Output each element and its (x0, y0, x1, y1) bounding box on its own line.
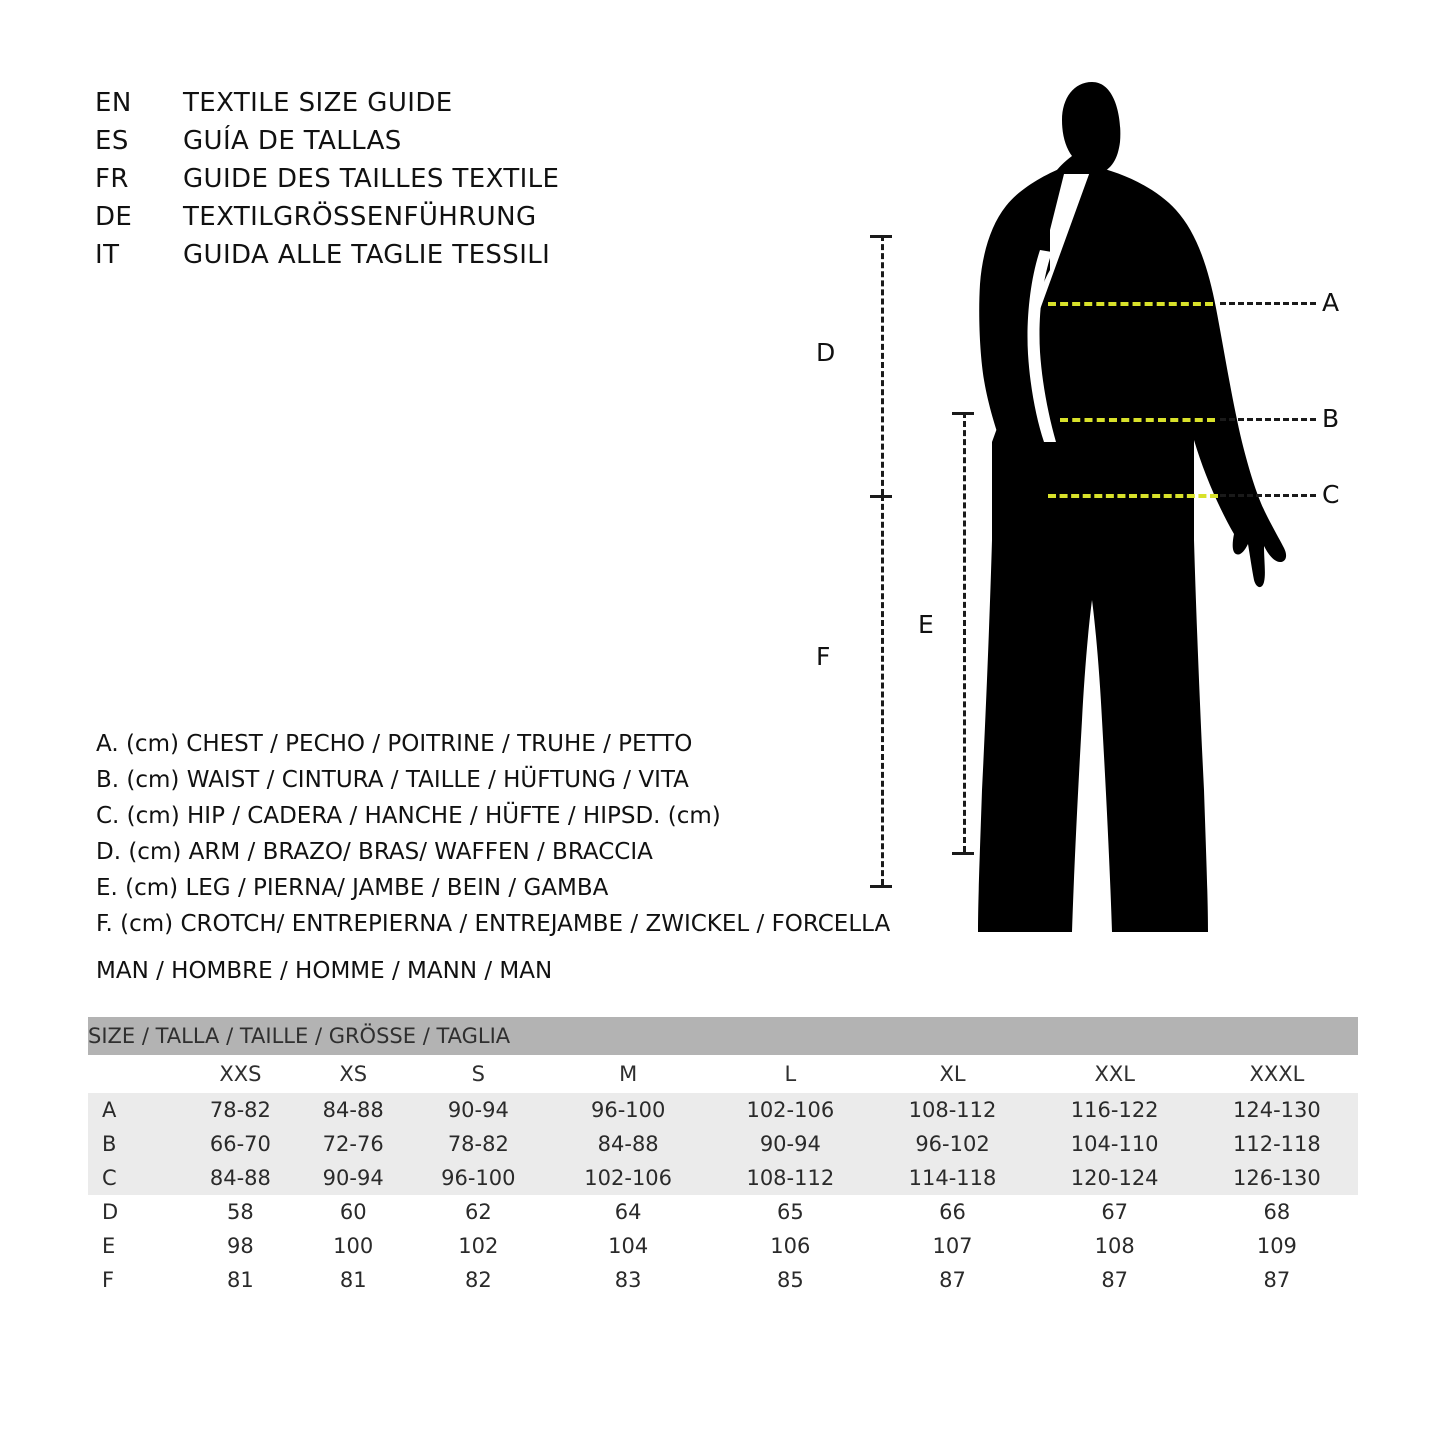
dim-d-line (881, 235, 884, 495)
row-label-a: A (88, 1093, 184, 1127)
body-diagram (816, 70, 1380, 950)
cell-f-m: 83 (547, 1263, 709, 1297)
cell-a-s: 90-94 (410, 1093, 547, 1127)
cell-d-xxs: 58 (184, 1195, 297, 1229)
cell-d-xxl: 67 (1034, 1195, 1196, 1229)
cell-a-l: 102-106 (709, 1093, 871, 1127)
row-label-f: F (88, 1263, 184, 1297)
leader-line-c (1220, 494, 1316, 497)
cell-e-s: 102 (410, 1229, 547, 1263)
cell-b-xs: 72-76 (297, 1127, 410, 1161)
title-lang-en: EN (95, 88, 132, 118)
cell-e-xxl: 108 (1034, 1229, 1196, 1263)
title-lang-de: DE (95, 202, 133, 232)
cell-c-xl: 114-118 (871, 1161, 1033, 1195)
cell-b-s: 78-82 (410, 1127, 547, 1161)
cell-a-xxl: 116-122 (1034, 1093, 1196, 1127)
cell-e-xl: 107 (871, 1229, 1033, 1263)
legend-item-f: F. (cm) CROTCH/ ENTREPIERNA / ENTREJAMBE / ZWICKEL / FORCELLA (96, 911, 891, 937)
size-header-m: M (547, 1055, 709, 1093)
cell-c-m: 102-106 (547, 1161, 709, 1195)
title-row-en (95, 88, 715, 126)
label-a: A (1322, 288, 1340, 317)
row-label-e: E (88, 1229, 184, 1263)
size-header-xxl: XXL (1034, 1055, 1196, 1093)
cell-b-l: 90-94 (709, 1127, 871, 1161)
size-header-xs: XS (297, 1055, 410, 1093)
title-text-it: GUIDA ALLE TAGLIE TESSILI (183, 240, 551, 270)
cell-c-l: 108-112 (709, 1161, 871, 1195)
cell-b-xxxl: 112-118 (1196, 1127, 1358, 1161)
title-text-en: TEXTILE SIZE GUIDE (183, 88, 453, 118)
leader-line-b (1220, 418, 1316, 421)
cell-c-xs: 90-94 (297, 1161, 410, 1195)
leader-line-a (1220, 302, 1316, 305)
row-label-b: B (88, 1127, 184, 1161)
cell-d-xxxl: 68 (1196, 1195, 1358, 1229)
cell-f-s: 82 (410, 1263, 547, 1297)
table-row (88, 1127, 1358, 1161)
dim-e-cap-bottom (952, 852, 974, 855)
table-corner-cell (88, 1055, 184, 1093)
cell-a-xl: 108-112 (871, 1093, 1033, 1127)
cell-f-xxs: 81 (184, 1263, 297, 1297)
title-row-it (95, 240, 715, 278)
table-row (88, 1093, 1358, 1127)
measure-line-hip (1048, 494, 1218, 498)
legend-item-c: C. (cm) HIP / CADERA / HANCHE / HÜFTE / HIPSD. (cm) (96, 803, 721, 829)
title-lang-es: ES (95, 126, 129, 156)
dim-e-line (963, 412, 966, 852)
legend-block (96, 726, 891, 942)
title-block (95, 88, 715, 278)
cell-a-xxxl: 124-130 (1196, 1093, 1358, 1127)
legend-item-d: D. (cm) ARM / BRAZO/ BRAS/ WAFFEN / BRACCIA (96, 839, 653, 865)
cell-a-xxs: 78-82 (184, 1093, 297, 1127)
table-row (88, 1229, 1358, 1263)
size-header-xxs: XXS (184, 1055, 297, 1093)
cell-e-m: 104 (547, 1229, 709, 1263)
cell-c-xxxl: 126-130 (1196, 1161, 1358, 1195)
table-row (88, 1263, 1358, 1297)
cell-e-xxs: 98 (184, 1229, 297, 1263)
title-lang-it: IT (95, 240, 120, 270)
measure-line-waist (1060, 418, 1215, 422)
title-text-fr: GUIDE DES TAILLES TEXTILE (183, 164, 560, 194)
row-label-c: C (88, 1161, 184, 1195)
cell-b-xl: 96-102 (871, 1127, 1033, 1161)
size-header-xxxl: XXXL (1196, 1055, 1358, 1093)
cell-d-m: 64 (547, 1195, 709, 1229)
cell-b-xxs: 66-70 (184, 1127, 297, 1161)
cell-d-s: 62 (410, 1195, 547, 1229)
label-b: B (1322, 404, 1340, 433)
title-row-es (95, 126, 715, 164)
cell-c-xxs: 84-88 (184, 1161, 297, 1195)
legend-item-e: E. (cm) LEG / PIERNA/ JAMBE / BEIN / GAMBA (96, 875, 609, 901)
size-header-l: L (709, 1055, 871, 1093)
measure-line-chest (1048, 302, 1213, 306)
cell-e-l: 106 (709, 1229, 871, 1263)
cell-d-l: 65 (709, 1195, 871, 1229)
table-size-header-row (88, 1055, 1358, 1093)
cell-b-m: 84-88 (547, 1127, 709, 1161)
cell-b-xxl: 104-110 (1034, 1127, 1196, 1161)
dim-f-line (881, 495, 884, 885)
cell-e-xs: 100 (297, 1229, 410, 1263)
label-d: D (816, 338, 836, 367)
gender-label: MAN / HOMBRE / HOMME / MANN / MAN (96, 958, 553, 984)
cell-a-xs: 84-88 (297, 1093, 410, 1127)
body-silhouette-icon (860, 70, 1380, 950)
cell-f-xs: 81 (297, 1263, 410, 1297)
table-band-header (88, 1017, 1358, 1055)
row-label-d: D (88, 1195, 184, 1229)
label-c: C (1322, 480, 1340, 509)
size-header-s: S (410, 1055, 547, 1093)
cell-d-xl: 66 (871, 1195, 1033, 1229)
size-table (88, 1017, 1358, 1297)
cell-f-xl: 87 (871, 1263, 1033, 1297)
table-row (88, 1195, 1358, 1229)
legend-item-b: B. (cm) WAIST / CINTURA / TAILLE / HÜFTUNG / VITA (96, 767, 689, 793)
cell-e-xxxl: 109 (1196, 1229, 1358, 1263)
cell-f-l: 85 (709, 1263, 871, 1297)
title-row-fr (95, 164, 715, 202)
cell-f-xxl: 87 (1034, 1263, 1196, 1297)
title-text-de: TEXTILGRÖSSENFÜHRUNG (183, 202, 537, 232)
table-band-label: SIZE / TALLA / TAILLE / GRÖSSE / TAGLIA (88, 1017, 1358, 1055)
label-e: E (918, 610, 934, 639)
cell-f-xxxl: 87 (1196, 1263, 1358, 1297)
cell-d-xs: 60 (297, 1195, 410, 1229)
cell-c-s: 96-100 (410, 1161, 547, 1195)
size-header-xl: XL (871, 1055, 1033, 1093)
title-lang-fr: FR (95, 164, 129, 194)
table-row (88, 1161, 1358, 1195)
title-row-de (95, 202, 715, 240)
label-f: F (816, 642, 831, 671)
title-text-es: GUÍA DE TALLAS (183, 126, 402, 156)
legend-item-a: A. (cm) CHEST / PECHO / POITRINE / TRUHE / PETTO (96, 731, 693, 757)
cell-a-m: 96-100 (547, 1093, 709, 1127)
dim-f-cap-bottom (870, 885, 892, 888)
cell-c-xxl: 120-124 (1034, 1161, 1196, 1195)
